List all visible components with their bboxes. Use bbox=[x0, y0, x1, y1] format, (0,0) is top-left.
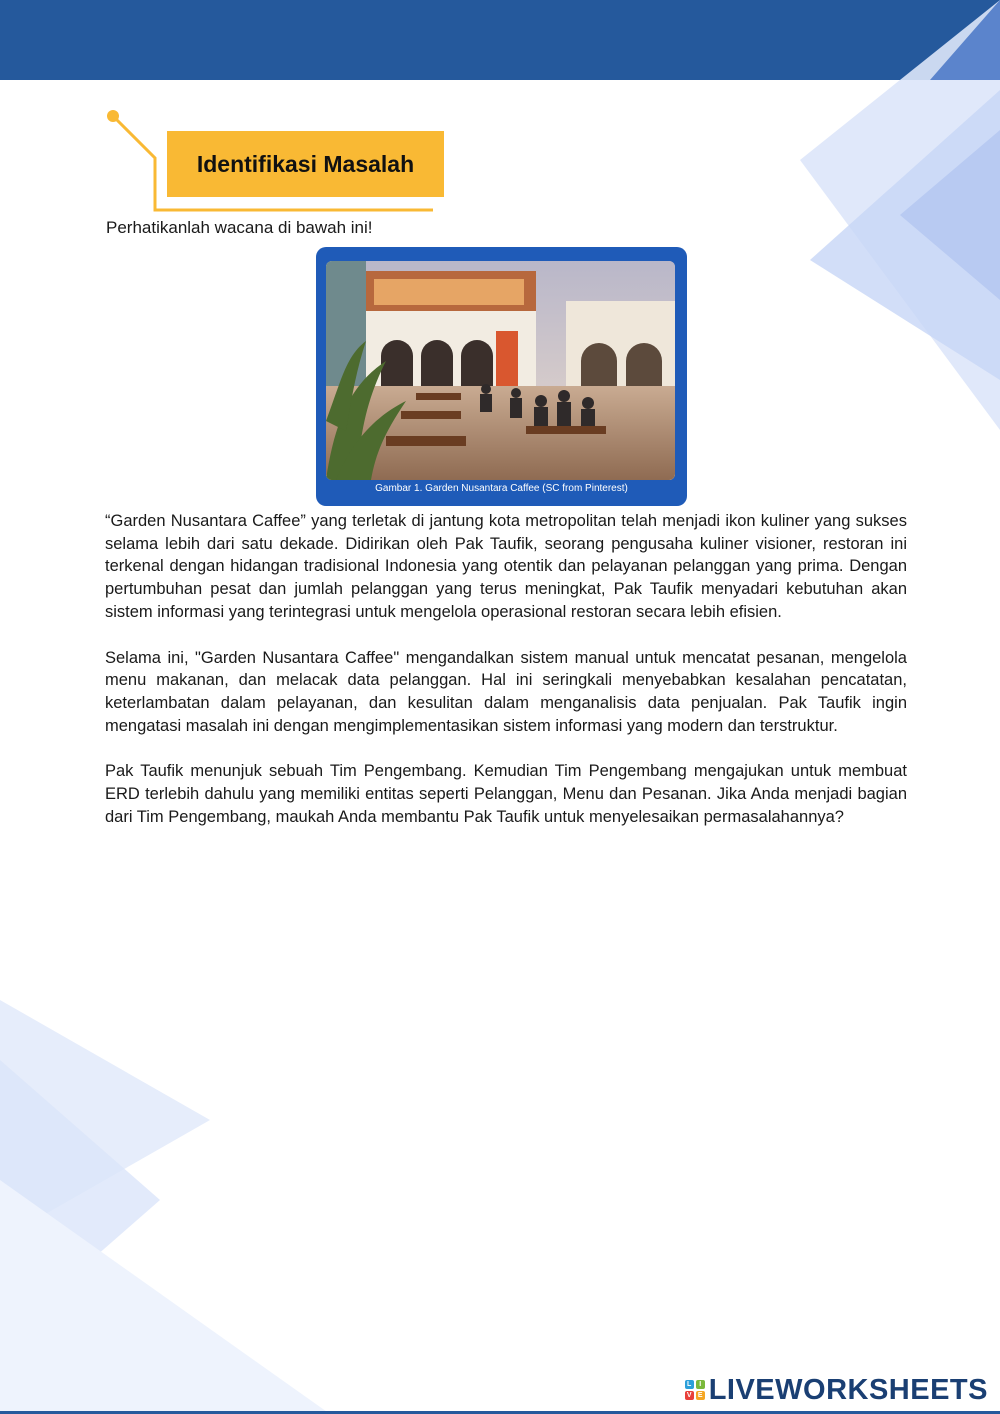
logo-mark-icon: L I V E bbox=[685, 1380, 705, 1400]
liveworksheets-logo[interactable] bbox=[685, 1373, 988, 1407]
paragraph-2: Selama ini, "Garden Nusantara Caffee" mengandalkan sistem manual untuk mencatat pesanan, mengelola menu makanan, dan melacak data pelanggan. Hal ini seringkali menyebabkan kesalahan pencatatan, keterlambatan dalam pelayanan, dan kesulitan dalam menganalisis data penjualan. Pak Taufik ingin mengatasi masalah ini dengan mengimplementasikan sistem informasi yang modern dan terstruktur. bbox=[105, 648, 907, 735]
paragraph-3: Pak Taufik menunjuk sebuah Tim Pengembang. Kemudian Tim Pengembang mengajukan untuk membuat ERD terlebih dahulu yang memiliki entitas seperti Pelanggan, Menu dan Pesanan. Jika Anda menjadi bagian dari Tim Pengembang, maukah Anda membantu Pak Taufik untuk menyelesaikan permasalahannya? bbox=[105, 762, 907, 826]
cafe-photo bbox=[326, 261, 675, 480]
intro-text: Perhatikanlah wacana di bawah ini! bbox=[106, 218, 373, 237]
figure-frame bbox=[316, 247, 687, 506]
reading-passage bbox=[105, 510, 907, 851]
figure-caption: Gambar 1. Garden Nusantara Caffee (SC from Pinterest) bbox=[375, 483, 628, 494]
paragraph-1: “Garden Nusantara Caffee” yang terletak di jantung kota metropolitan telah menjadi ikon kuliner yang sukses selama lebih dari satu dekade. Didirikan oleh Pak Taufik, seorang pengusaha kuliner visioner, restoran ini terkenal dengan hidangan tradisional Indonesia yang otentik dan pelayanan pelanggan yang prima. Dengan pertumbuhan pesat dan jumlah pelanggan yang terus meningkat, Pak Taufik menyadari kebutuhan akan sistem informasi yang terintegrasi untuk mengelola operasional restoran secara lebih efisien. bbox=[105, 512, 907, 621]
logo-text: LIVEWORKSHEETS bbox=[708, 1373, 988, 1406]
section-title: Identifikasi Masalah bbox=[167, 131, 444, 197]
